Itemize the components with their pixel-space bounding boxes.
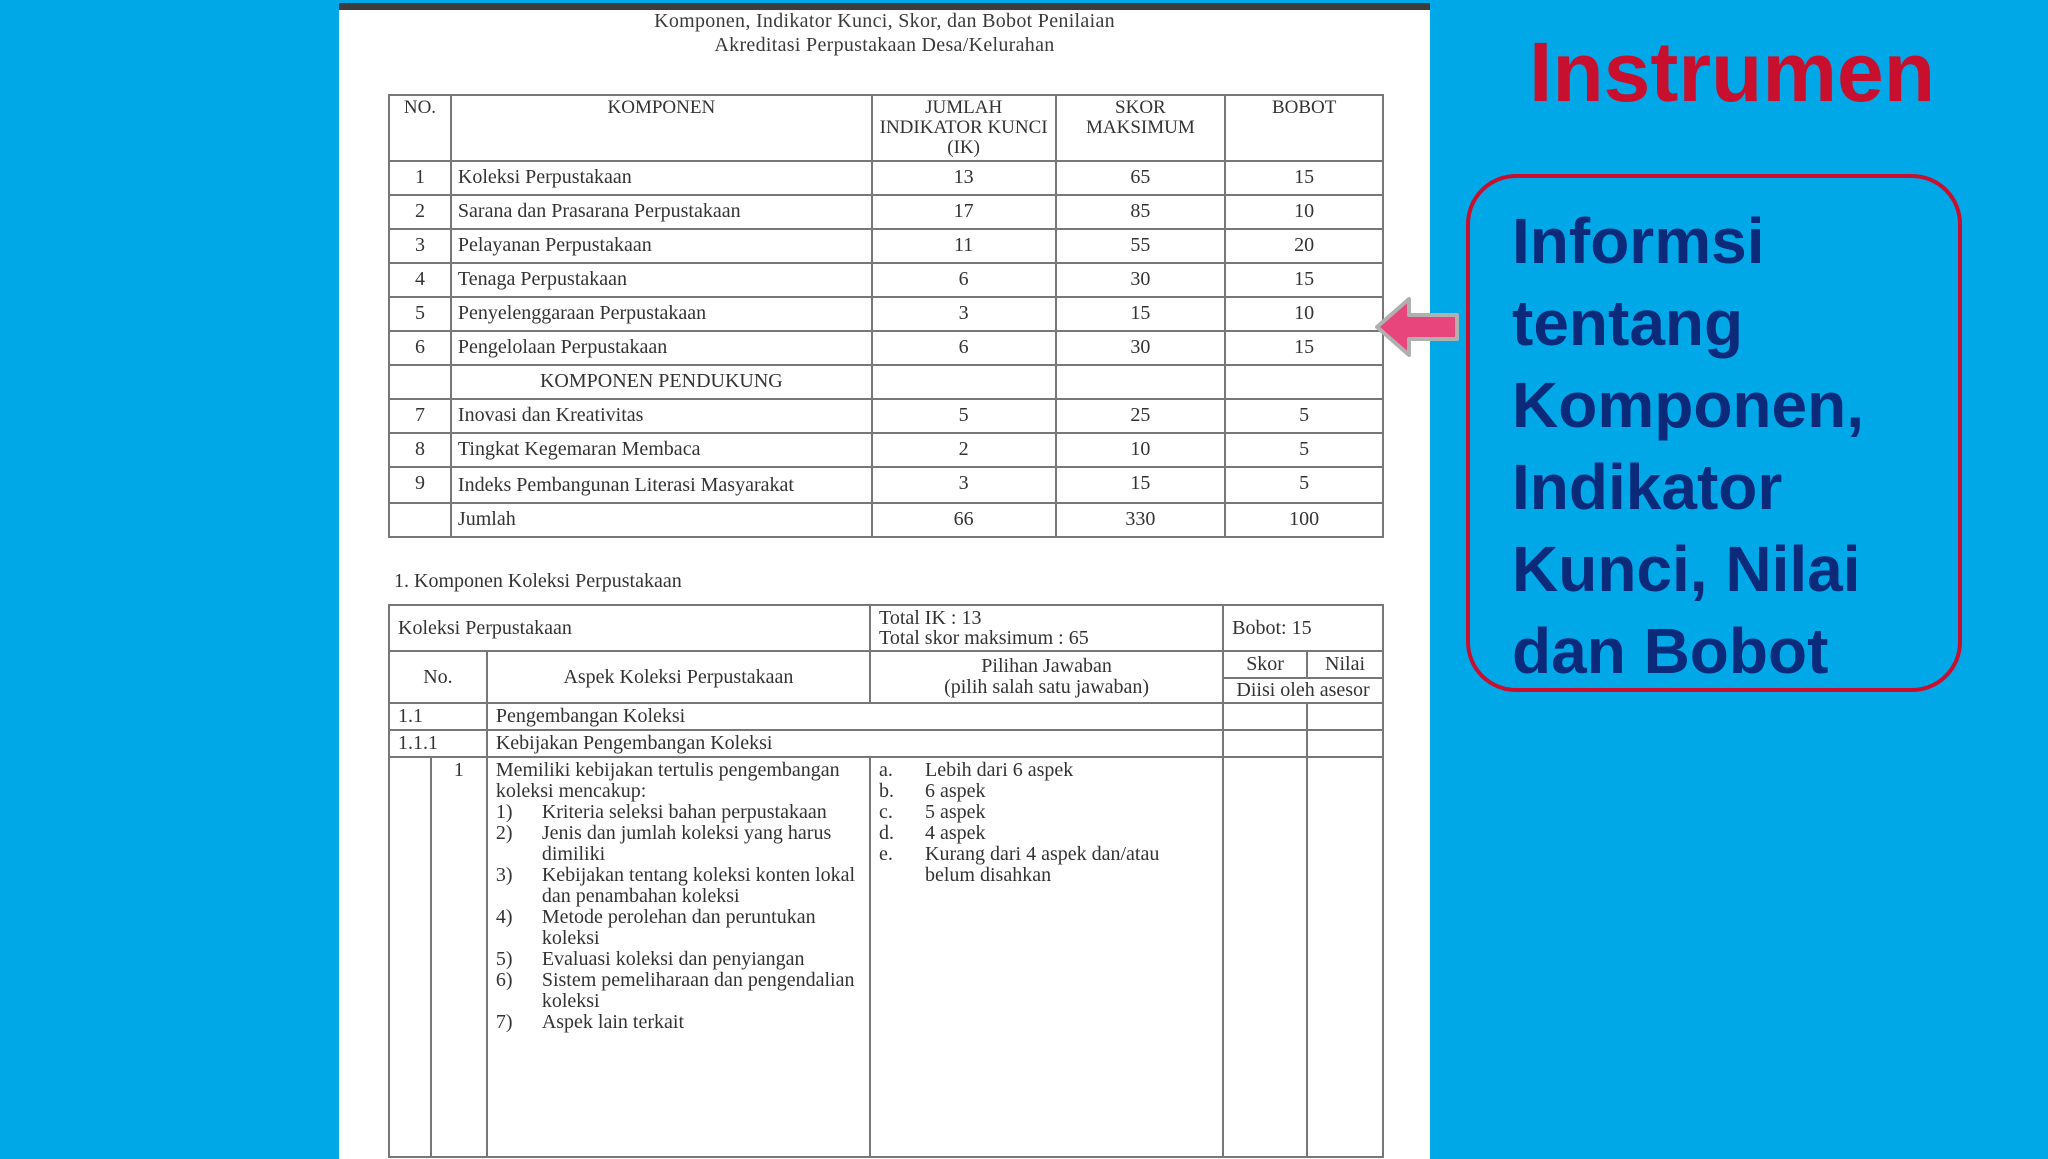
header-pilihan-line1: Pilihan Jawaban [981,655,1112,677]
table-row [389,229,1383,263]
choice-list [879,760,1214,886]
document-page [339,3,1430,1159]
row-ik: 2 [872,433,1056,467]
row-bobot: 15 [1225,263,1383,297]
koleksi-name: Koleksi Perpustakaan [389,605,870,651]
callout-text [1512,200,1938,692]
subitem-text: Aspek lain terkait [541,1011,685,1033]
callout-line: Informsi [1512,205,1765,277]
row-bobot: 10 [1225,195,1383,229]
header-nilai: Nilai [1307,651,1383,678]
subitem-number: 1) [495,801,513,823]
row-bobot: 10 [1225,297,1383,331]
row-bobot: 5 [1225,433,1383,467]
row-bobot: 15 [1225,331,1383,365]
header-ik: JUMLAH INDIKATOR KUNCI (IK) [872,95,1056,161]
row-skor: 15 [1056,297,1226,331]
slide-heading: Instrumen [1529,25,1936,119]
list-item [496,865,861,907]
row-komponen: Tenaga Perpustakaan [451,263,872,297]
list-item [879,781,1214,802]
row-no: 3 [389,229,451,263]
header-komponen: KOMPONEN [451,95,872,161]
row-no: 6 [389,331,451,365]
koleksi-table-top-row [389,605,1383,651]
row-1-1-1-label: Kebijakan Pengembangan Koleksi [487,730,1223,757]
row-1-1-1 [389,730,1383,757]
row-no: 1 [389,161,451,195]
item-no: 1 [431,757,487,1157]
choice-text: 4 aspek [925,822,986,844]
list-item [879,844,1214,886]
row-komponen: Koleksi Perpustakaan [451,161,872,195]
item-text: Memiliki kebijakan tertulis pengembangan koleksi mencakup: [495,759,840,802]
list-item [496,1012,861,1033]
subitem-text: Jenis dan jumlah koleksi yang harus dimiliki [541,822,832,865]
row-bobot: 20 [1225,229,1383,263]
subitem-number: 7) [495,1011,513,1033]
choice-text: Lebih dari 6 aspek [925,759,1074,781]
document-title-line1: Komponen, Indikator Kunci, Skor, dan Bobot Penilaian [654,10,1115,32]
choice-letter: a. [879,759,893,781]
item-choices [870,757,1223,1157]
list-item [879,760,1214,781]
row-ik: 3 [872,467,1056,503]
total-ik-text: Total IK : 13 [879,607,982,629]
subitem-text: Metode perolehan dan peruntukan koleksi [541,906,816,949]
subitem-number: 2) [495,822,513,844]
koleksi-table-header [389,651,1383,678]
table-total-row [389,503,1383,537]
total-skor: 330 [1056,503,1226,537]
table-row [389,161,1383,195]
table-row [389,297,1383,331]
row-komponen: Tingkat Kegemaran Membaca [451,433,872,467]
subitem-text: Evaluasi koleksi dan penyiangan [541,948,805,970]
subitem-number: 6) [495,969,513,991]
list-item [879,802,1214,823]
row-1-1-label: Pengembangan Koleksi [487,703,1223,730]
koleksi-totals [870,605,1223,651]
row-1-1-1-no: 1.1.1 [389,730,487,757]
row-skor: 55 [1056,229,1226,263]
callout-line: Indikator [1512,451,1783,523]
total-label: Jumlah [451,503,872,537]
subitem-text: Kriteria seleksi bahan perpustakaan [541,801,827,823]
subitem-number: 5) [495,948,513,970]
row-skor: 15 [1056,467,1226,503]
row-komponen: Sarana dan Prasarana Perpustakaan [451,195,872,229]
subitem-text: Sistem pemeliharaan dan pengendalian koleksi [541,969,855,1012]
row-skor: 25 [1056,399,1226,433]
row-ik: 13 [872,161,1056,195]
subitem-number: 3) [495,864,513,886]
callout-line: dan Bobot [1512,615,1829,687]
row-komponen: Indeks Pembangunan Literasi Masyarakat [451,467,872,503]
summary-table [388,94,1384,538]
table-row [389,263,1383,297]
row-ik: 17 [872,195,1056,229]
choice-letter: e. [879,843,893,865]
row-skor: 65 [1056,161,1226,195]
row-skor: 85 [1056,195,1226,229]
table-row [389,433,1383,467]
row-ik: 6 [872,331,1056,365]
row-no: 2 [389,195,451,229]
nilai-cell [1307,757,1383,1157]
callout-box [1466,174,1962,692]
choice-text: 6 aspek [925,780,986,802]
row-bobot: 5 [1225,399,1383,433]
row-no: 8 [389,433,451,467]
section-title: 1. Komponen Koleksi Perpustakaan [394,570,682,592]
koleksi-bobot: Bobot: 15 [1223,605,1383,651]
row-no: 7 [389,399,451,433]
table-row [389,195,1383,229]
choice-text: Kurang dari 4 aspek dan/atau belum disahkan [925,843,1160,886]
header-pilihan [870,651,1223,703]
subitem-number: 4) [495,906,513,928]
row-item-1 [389,757,1383,1157]
subitem-text: Kebijakan tentang koleksi konten lokal dan penambahan koleksi [541,864,856,907]
list-item [496,949,861,970]
header-no: NO. [389,95,451,161]
subheader-komponen-pendukung: KOMPONEN PENDUKUNG [451,365,872,399]
document-title-line2: Akreditasi Perpustakaan Desa/Kelurahan [714,34,1055,56]
header-bobot: BOBOT [1225,95,1383,161]
row-komponen: Pelayanan Perpustakaan [451,229,872,263]
row-ik: 11 [872,229,1056,263]
row-ik: 3 [872,297,1056,331]
callout-line: Komponen, [1512,369,1864,441]
row-skor: 10 [1056,433,1226,467]
row-skor: 30 [1056,331,1226,365]
row-no: 4 [389,263,451,297]
list-item [496,970,861,1012]
row-no: 5 [389,297,451,331]
header-skor: Skor [1223,651,1307,678]
choice-letter: d. [879,822,894,844]
header-aspek: Aspek Koleksi Perpustakaan [487,651,870,703]
row-bobot: 15 [1225,161,1383,195]
list-item [496,802,861,823]
choice-letter: c. [879,801,893,823]
total-ik: 66 [872,503,1056,537]
table-row [389,399,1383,433]
total-bobot: 100 [1225,503,1383,537]
row-komponen: Penyelenggaraan Perpustakaan [451,297,872,331]
item-aspek [487,757,870,1157]
row-skor: 30 [1056,263,1226,297]
row-1-1 [389,703,1383,730]
table-row [389,467,1383,503]
summary-table-header [389,95,1383,161]
diisi-oleh-asesor: Diisi oleh asesor [1223,678,1383,703]
left-arrow-icon [1375,295,1460,359]
header-pilihan-line2: (pilih salah satu jawaban) [944,676,1150,698]
list-item [879,823,1214,844]
header-skor: SKOR MAKSIMUM [1056,95,1226,161]
callout-line: tentang [1512,287,1744,359]
choice-letter: b. [879,780,894,802]
callout-line: Kunci, Nilai [1512,533,1861,605]
row-ik: 5 [872,399,1056,433]
list-item [496,907,861,949]
table-subheader-row [389,365,1383,399]
row-komponen: Inovasi dan Kreativitas [451,399,872,433]
row-no: 9 [389,467,451,503]
skor-cell [1223,757,1307,1157]
row-bobot: 5 [1225,467,1383,503]
table-row [389,331,1383,365]
row-1-1-no: 1.1 [389,703,487,730]
choice-text: 5 aspek [925,801,986,823]
row-ik: 6 [872,263,1056,297]
subitem-list [496,802,861,1033]
row-komponen: Pengelolaan Perpustakaan [451,331,872,365]
header-no: No. [389,651,487,703]
total-skor-text: Total skor maksimum : 65 [879,627,1089,649]
list-item [496,823,861,865]
koleksi-table [388,604,1384,1158]
